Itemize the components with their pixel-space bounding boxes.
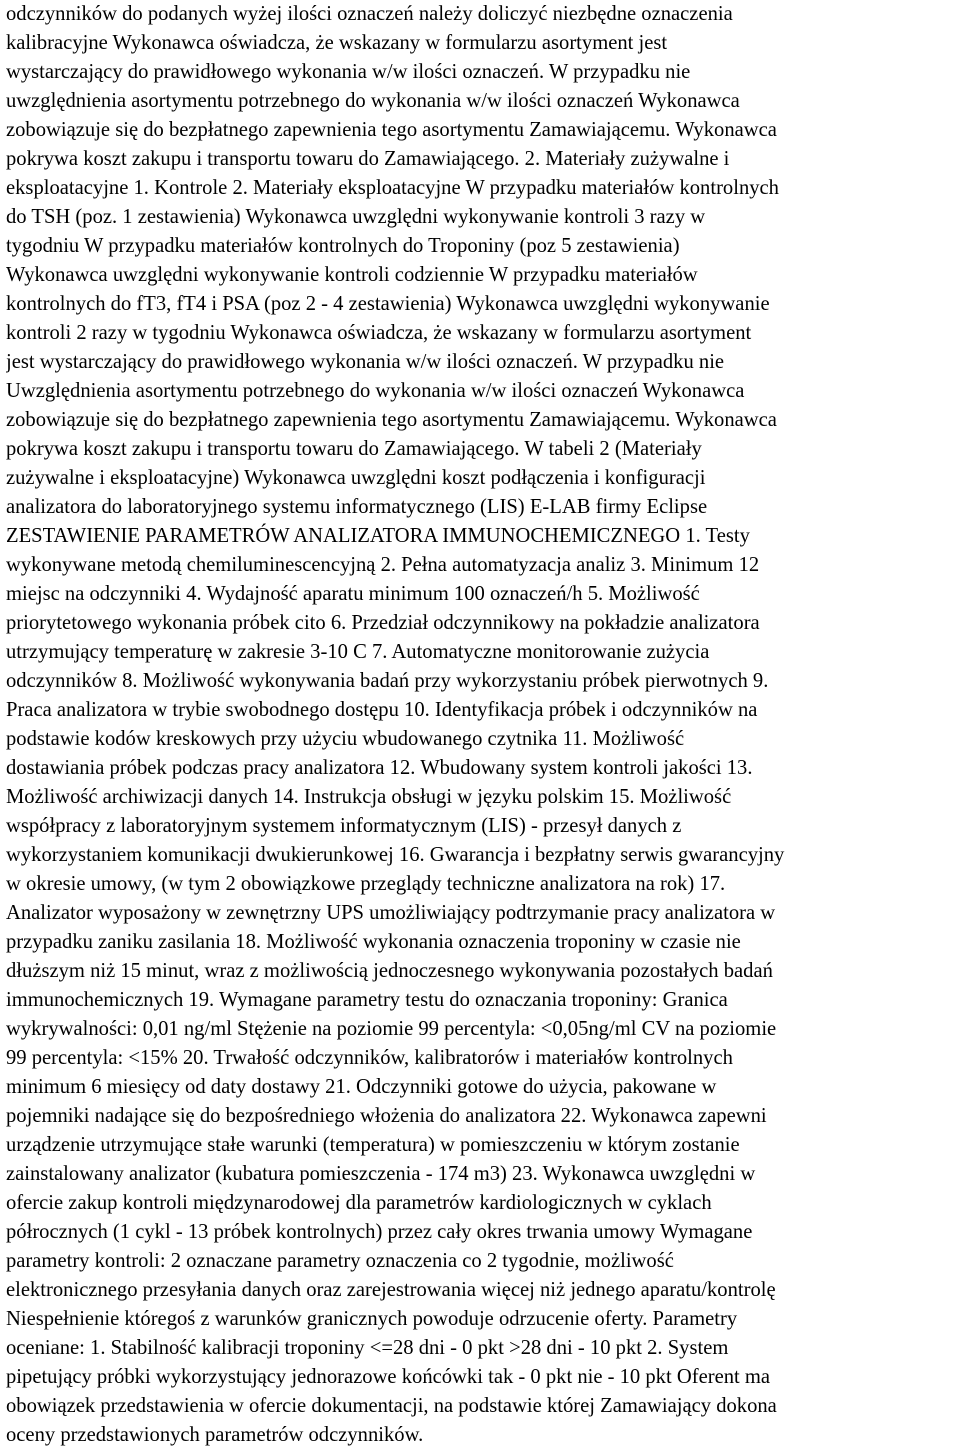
text-line: wykrywalności: 0,01 ng/ml Stężenie na poziomie 99 percentyla: <0,05ng/ml CV na poziomie (6, 1018, 777, 1040)
text-line: zużywalne i eksploatacyjne) Wykonawca uwzględni koszt podłączenia i konfiguracji (6, 467, 706, 489)
document-page (6, 0, 956, 1454)
text-line: parametry kontroli: 2 oznaczane parametry oznaczenia co 2 tygodnie, możliwość (6, 1250, 674, 1272)
text-line: Uwzględnienia asortymentu potrzebnego do wykonania w/w ilości oznaczeń Wykonawca (6, 380, 745, 402)
text-line: dłuższym niż 15 minut, wraz z możliwością jednoczesnego wykonywania pozostałych badań (6, 960, 773, 982)
text-line: 99 percentyla: <15% 20. Trwałość odczynników, kalibratorów i materiałów kontrolnych (6, 1047, 733, 1069)
text-line: zobowiązuje się do bezpłatnego zapewnienia tego asortymentu Zamawiającemu. Wykonawca (6, 119, 777, 141)
text-line: Wykonawca uwzględni wykonywanie kontroli codziennie W przypadku materiałów (6, 264, 698, 286)
text-line: pokrywa koszt zakupu i transportu towaru do Zamawiającego. 2. Materiały zużywalne i (6, 148, 730, 170)
text-line: w okresie umowy, (w tym 2 obowiązkowe przeglądy techniczne analizatora na rok) 17. (6, 873, 726, 895)
text-line: jest wystarczający do prawidłowego wykonania w/w ilości oznaczeń. W przypadku nie (6, 351, 725, 373)
text-line: ofercie zakup kontroli międzynarodowej dla parametrów kardiologicznych w cyklach (6, 1192, 712, 1214)
text-line: ZESTAWIENIE PARAMETRÓW ANALIZATORA IMMUNOCHEMICZNEGO 1. Testy (6, 525, 750, 547)
text-line: analizatora do laboratoryjnego systemu informatycznego (LIS) E-LAB firmy Eclipse (6, 496, 708, 518)
text-line: zobowiązuje się do bezpłatnego zapewnienia tego asortymentu Zamawiającemu. Wykonawca (6, 409, 777, 431)
text-line: do TSH (poz. 1 zestawienia) Wykonawca uwzględni wykonywanie kontroli 3 razy w (6, 206, 706, 228)
text-line: pipetujący próbki wykorzystujący jednorazowe końcówki tak - 0 pkt nie - 10 pkt Oferent ma (6, 1366, 771, 1388)
text-line: odczynników do podanych wyżej ilości oznaczeń należy doliczyć niezbędne oznaczenia (6, 3, 733, 25)
text-line: wykorzystaniem komunikacji dwukierunkowej 16. Gwarancja i bezpłatny serwis gwarancyjny (6, 844, 785, 866)
text-line: miejsc na odczynniki 4. Wydajność aparatu minimum 100 oznaczeń/h 5. Możliwość (6, 583, 700, 605)
text-line: priorytetowego wykonania próbek cito 6. Przedział odczynnikowy na pokładzie analizatora (6, 612, 760, 634)
text-line: oceniane: 1. Stabilność kalibracji troponiny <=28 dni - 0 pkt >28 dni - 10 pkt 2. System (6, 1337, 729, 1359)
text-line: kontroli 2 razy w tygodniu Wykonawca oświadcza, że wskazany w formularzu asortyment (6, 322, 752, 344)
text-line: minimum 6 miesięcy od daty dostawy 21. Odczynniki gotowe do użycia, pakowane w (6, 1076, 717, 1098)
text-line: wykonywane metodą chemiluminescencyjną 2. Pełna automatyzacja analiz 3. Minimum 12 (6, 554, 760, 576)
text-line: eksploatacyjne 1. Kontrole 2. Materiały eksploatacyjne W przypadku materiałów kontrolnych (6, 177, 779, 199)
text-line: Praca analizatora w trybie swobodnego dostępu 10. Identyfikacja próbek i odczynników na (6, 699, 758, 721)
text-line: przypadku zaniku zasilania 18. Możliwość wykonania oznaczenia troponiny w czasie nie (6, 931, 741, 953)
text-line: kontrolnych do fT3, fT4 i PSA (poz 2 - 4 zestawienia) Wykonawca uwzględni wykonywanie (6, 293, 770, 315)
text-line: kalibracyjne Wykonawca oświadcza, że wskazany w formularzu asortyment jest (6, 32, 668, 54)
text-line: tygodniu W przypadku materiałów kontrolnych do Troponiny (poz 5 zestawienia) (6, 235, 680, 257)
text-line: współpracy z laboratoryjnym systemem informatycznym (LIS) - przesył danych z (6, 815, 682, 837)
text-line: uwzględnienia asortymentu potrzebnego do wykonania w/w ilości oznaczeń Wykonawca (6, 90, 740, 112)
text-line: pokrywa koszt zakupu i transportu towaru do Zamawiającego. W tabeli 2 (Materiały (6, 438, 702, 460)
text-line: podstawie kodów kreskowych przy użyciu wbudowanego czytnika 11. Możliwość (6, 728, 685, 750)
text-line: wystarczający do prawidłowego wykonania w/w ilości oznaczeń. W przypadku nie (6, 61, 691, 83)
text-line: zainstalowany analizator (kubatura pomieszczenia - 174 m3) 23. Wykonawca uwzględni w (6, 1163, 756, 1185)
text-line: pojemniki nadające się do bezpośredniego włożenia do analizatora 22. Wykonawca zapewni (6, 1105, 767, 1127)
text-line: urządzenie utrzymujące stałe warunki (temperatura) w pomieszczeniu w którym zostanie (6, 1134, 740, 1156)
text-line: elektronicznego przesyłania danych oraz zarejestrowania więcej niż jednego aparatu/kontrolę (6, 1279, 776, 1301)
text-line: obowiązek przedstawienia w ofercie dokumentacji, na podstawie której Zamawiający dokona (6, 1395, 777, 1417)
text-line: immunochemicznych 19. Wymagane parametry testu do oznaczania troponiny: Granica (6, 989, 728, 1011)
text-line: oceny przedstawionych parametrów odczynników. (6, 1424, 424, 1446)
text-line: Analizator wyposażony w zewnętrzny UPS umożliwiający podtrzymanie pracy analizatora w (6, 902, 776, 924)
text-line: Niespełnienie któregoś z warunków granicznych powoduje odrzucenie oferty. Parametry (6, 1308, 738, 1330)
text-line: odczynników 8. Możliwość wykonywania badań przy wykorzystaniu próbek pierwotnych 9. (6, 670, 769, 692)
text-line: dostawiania próbek podczas pracy analizatora 12. Wbudowany system kontroli jakości 13. (6, 757, 753, 779)
text-line: półrocznych (1 cykl - 13 próbek kontrolnych) przez cały okres trwania umowy Wymagane (6, 1221, 753, 1243)
text-line: Możliwość archiwizacji danych 14. Instrukcja obsługi w języku polskim 15. Możliwość (6, 786, 732, 808)
text-line: utrzymujący temperaturę w zakresie 3-10 C 7. Automatyczne monitorowanie zużycia (6, 641, 710, 663)
